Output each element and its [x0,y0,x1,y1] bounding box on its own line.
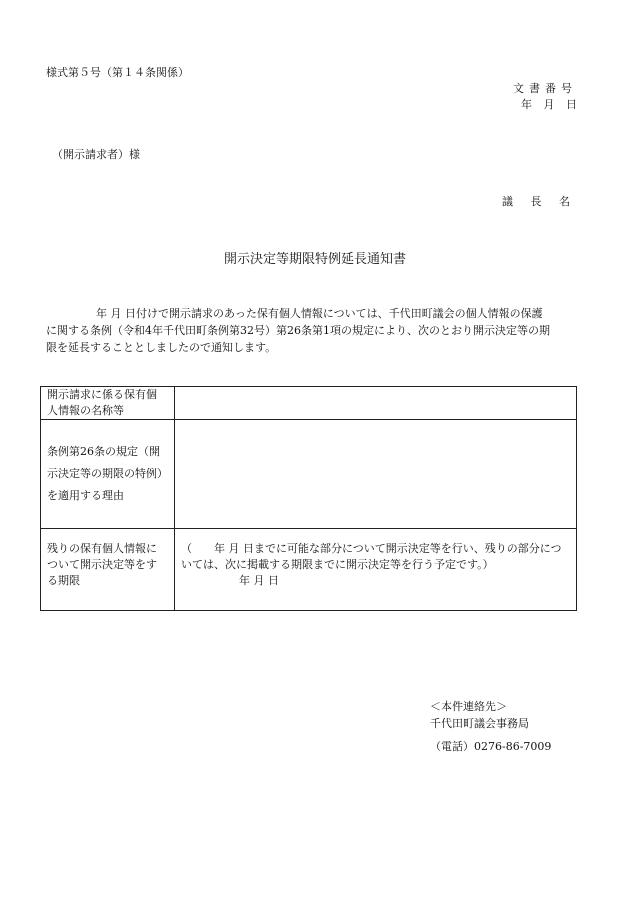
contact-office: 千代田町議会事務局 [430,717,529,730]
table-row [41,387,577,420]
form-number: 様式第５号（第１４条関係） [46,66,189,79]
body-line: に関する条例（令和4年千代田町条例第32号）第26条第1項の規定により、次のとおり開示決定等の期 [46,324,550,337]
content-line: （ 年 月 日までに可能な部分について開示決定等を行い、残りの部分につ [181,542,562,555]
document-date-label: 年 月 日 [521,98,577,111]
document-title: 開示決定等期限特例延長通知書 [223,252,406,267]
label-line: を適用する理由 [47,489,124,502]
row-value-information-name [175,387,577,420]
contact-phone: （電話）0276-86-7009 [430,740,552,753]
contact-block [430,698,551,755]
table-row [41,420,577,529]
label-line: 条例第26条の規定（開 [47,445,160,458]
table-row [41,529,577,611]
notice-body [46,305,586,356]
row-value-remaining-deadline [175,529,577,611]
row-label-information-name [41,387,175,420]
body-line: 限を延長することとしましたので通知します。 [46,341,277,354]
addressee: （開示請求者）様 [52,148,140,161]
document-number-label: 文書番号 [513,82,577,95]
label-line: 人情報の名称等 [47,404,124,417]
label-line: 示決定等の期限の特例） [47,467,168,480]
row-label-reason [41,420,175,529]
content-line: いては、次に掲載する期限までに開示決定等を行う予定です。） [181,558,494,571]
chairperson-name: 議 長 名 [502,195,570,208]
row-label-remaining-deadline [41,529,175,611]
label-line: ついて開示決定等をす [47,558,157,571]
label-line: る期限 [47,574,80,587]
contact-heading: ＜本件連絡先＞ [430,700,507,713]
body-line: 年 月 日付けで開示請求のあった保有個人情報については、千代田町議会の個人情報の保護 [96,307,543,320]
label-line: 開示請求に係る保有個 [47,388,157,401]
label-line: 残りの保有個人情報に [47,542,157,555]
deadline-date: 年 月 日 [239,574,279,587]
information-table [40,386,577,611]
row-value-reason [175,420,577,529]
